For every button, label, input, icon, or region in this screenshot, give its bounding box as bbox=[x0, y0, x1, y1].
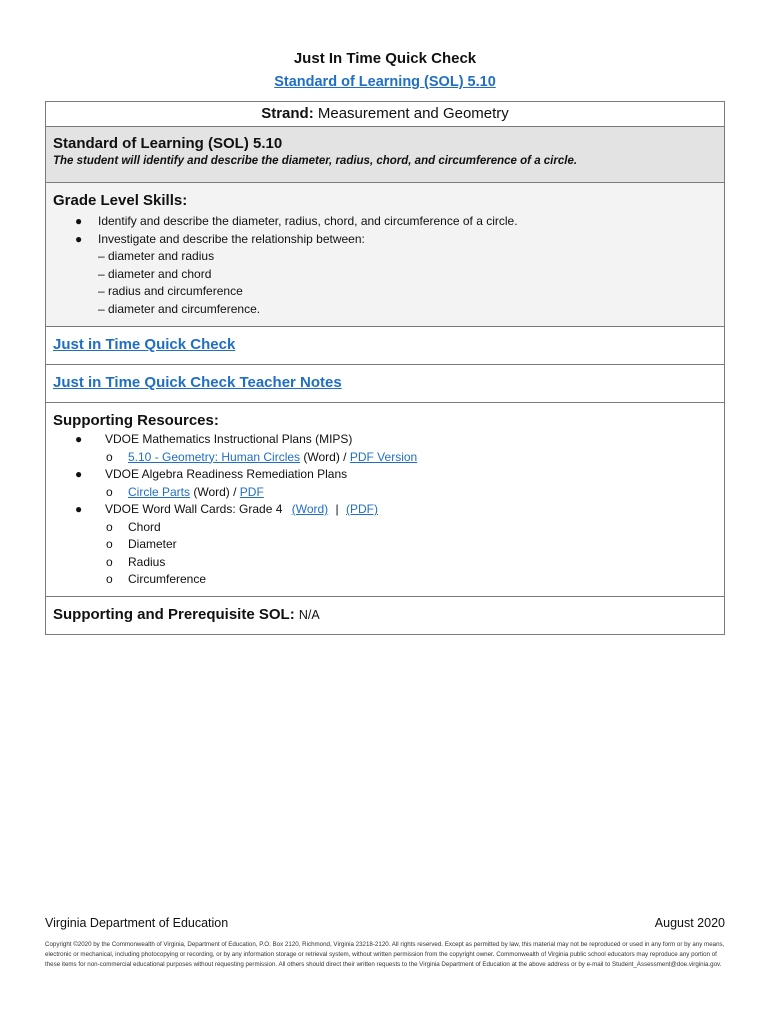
resource-subitem bbox=[53, 484, 717, 502]
sub-bullet-icon: o bbox=[106, 537, 113, 551]
resources-row bbox=[46, 402, 724, 596]
skill-item bbox=[53, 213, 717, 231]
resource-subitem bbox=[53, 449, 717, 467]
resource-item bbox=[53, 466, 717, 484]
word-text: (Word) / bbox=[300, 449, 350, 464]
wordwall-word-link[interactable]: (Word) bbox=[291, 502, 329, 516]
skill-item bbox=[53, 231, 717, 249]
sol-description: The student will identify and describe the diameter, radius, chord, and circumference of a circle. bbox=[53, 155, 578, 167]
resource-item bbox=[53, 501, 717, 519]
quick-check-link[interactable]: Just in Time Quick Check bbox=[53, 336, 236, 353]
pdf-link[interactable]: PDF bbox=[239, 484, 264, 499]
wordwall-subitem bbox=[53, 519, 717, 537]
sol-table bbox=[45, 101, 725, 635]
skill-text: Identify and describe the diameter, radius, chord, and circumference of a circle. bbox=[98, 214, 518, 228]
sub-bullet-icon: o bbox=[106, 449, 113, 464]
circle-parts-link[interactable]: Circle Parts bbox=[128, 484, 191, 499]
sol-row bbox=[46, 126, 724, 182]
skills-row bbox=[46, 182, 724, 326]
mips-label: VDOE Mathematics Instructional Plans (MIPS) bbox=[105, 432, 353, 446]
sub-bullet-icon: o bbox=[106, 554, 113, 569]
skill-subitem: – diameter and circumference. bbox=[98, 301, 261, 316]
human-circles-link[interactable]: 5.10 - Geometry: Human Circles bbox=[128, 449, 301, 464]
wordwall-label: VDOE Word Wall Cards: Grade 4 bbox=[105, 502, 283, 516]
sub-bullet-icon: o bbox=[106, 484, 113, 499]
wordwall-pdf-link[interactable]: (PDF) bbox=[346, 502, 378, 516]
wordwall-term: Radius bbox=[128, 554, 166, 569]
bullet-icon: ● bbox=[75, 231, 83, 246]
sol-heading: Standard of Learning (SOL) 5.10 bbox=[53, 135, 283, 152]
footer-org: Virginia Department of Education bbox=[45, 916, 229, 930]
bullet-icon: ● bbox=[75, 432, 83, 446]
footer-date: August 2020 bbox=[654, 916, 725, 930]
sub-bullet-icon: o bbox=[106, 572, 113, 586]
page-title: Just In Time Quick Check bbox=[293, 50, 477, 67]
wordwall-subitem bbox=[53, 554, 717, 572]
resources-heading: Supporting Resources: bbox=[53, 412, 219, 429]
skills-heading: Grade Level Skills: bbox=[53, 192, 188, 209]
bullet-icon: ● bbox=[75, 502, 83, 516]
wordwall-subitem bbox=[53, 571, 717, 589]
strand-row bbox=[46, 102, 724, 126]
word-text: (Word) / bbox=[190, 484, 240, 499]
wordwall-subitem bbox=[53, 536, 717, 554]
wordwall-term: Diameter bbox=[128, 537, 177, 551]
sol-title-link[interactable]: Standard of Learning (SOL) 5.10 bbox=[274, 74, 496, 90]
skill-subitem: – diameter and radius bbox=[98, 249, 215, 263]
bullet-icon: ● bbox=[75, 214, 83, 228]
sub-bullet-icon: o bbox=[106, 519, 113, 534]
skill-subitem: – radius and circumference bbox=[98, 284, 243, 298]
prereq-row bbox=[46, 596, 724, 634]
strand-value: Measurement and Geometry bbox=[317, 105, 509, 122]
pdf-version-link[interactable]: PDF Version bbox=[349, 449, 418, 464]
separator: | bbox=[335, 502, 339, 516]
teacher-notes-row bbox=[46, 364, 724, 402]
teacher-notes-link[interactable]: Just in Time Quick Check Teacher Notes bbox=[53, 374, 342, 391]
strand-label: Strand: bbox=[261, 105, 314, 122]
prereq-value: N/A bbox=[298, 608, 320, 622]
copyright-notice: Copyright ©2020 by the Commonwealth of Virginia, Department of Education, P.O. Box 2120, Richmond, Virginia 23218-2120. All rights reserved. Except as permitted by law, this material may not be reproduced or used in any form or by any means, electronic or mechanical, including photocopying or recording, or by any information storage or retrieval system, without written permission from the copyright owner. Commonwealth of Virginia public school educators may reproduce any portion of these items for non-commercial educational purposes without requesting permission. All others should direct their written requests to the Virginia Department of Education at the above address or by e-mail to Student_Assessment@doe.virginia.gov. bbox=[45, 941, 725, 968]
skill-subitem: – diameter and chord bbox=[98, 266, 212, 281]
skill-text: Investigate and describe the relationship between: bbox=[98, 231, 365, 246]
algebra-label: VDOE Algebra Readiness Remediation Plans bbox=[105, 467, 348, 481]
resource-item bbox=[53, 431, 717, 449]
bullet-icon: ● bbox=[75, 467, 83, 481]
prereq-label: Supporting and Prerequisite SOL: bbox=[53, 606, 295, 623]
wordwall-term: Circumference bbox=[128, 572, 207, 586]
quick-check-row bbox=[46, 326, 724, 364]
wordwall-term: Chord bbox=[128, 519, 161, 534]
